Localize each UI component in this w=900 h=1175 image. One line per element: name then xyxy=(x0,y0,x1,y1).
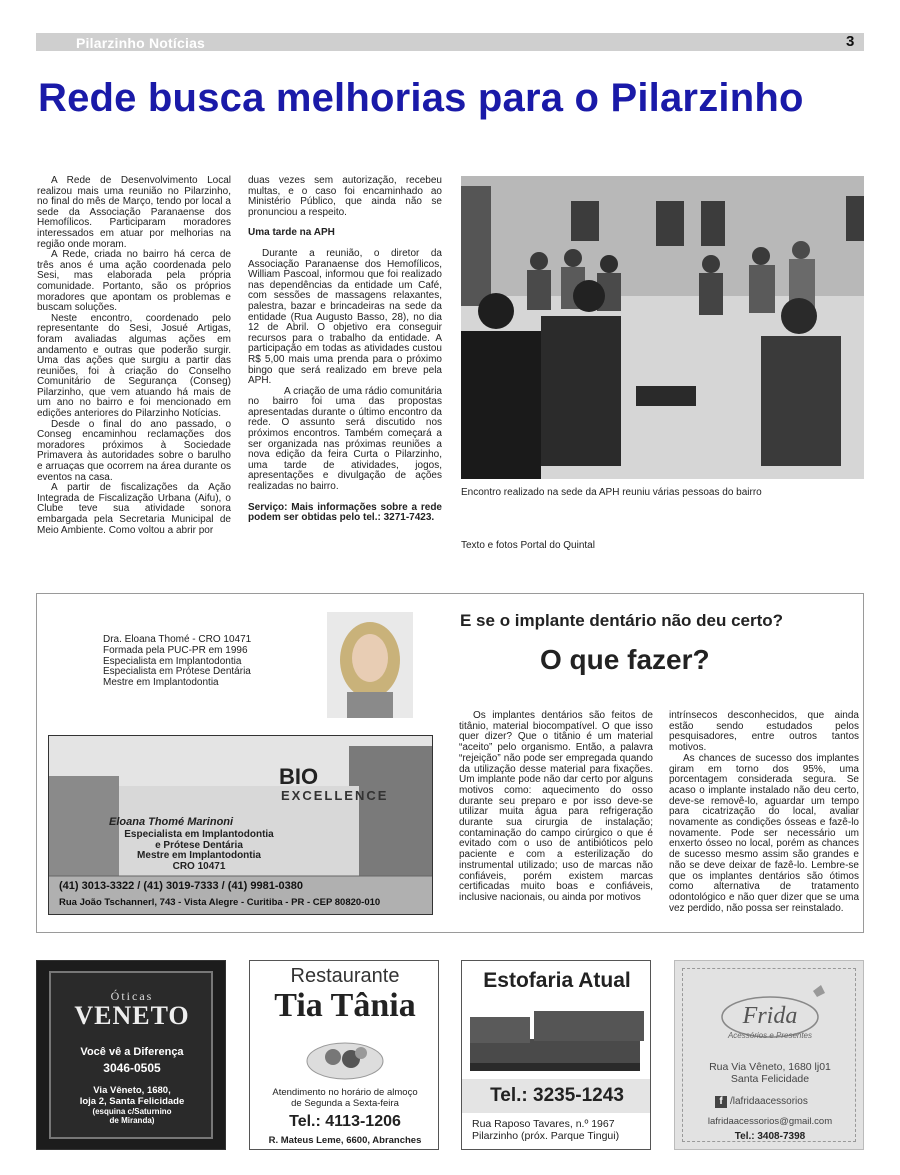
credential-line: Formada pela PUC-PR em 1996 xyxy=(103,644,248,656)
clinic-photo xyxy=(48,735,433,915)
restaurante-hours xyxy=(250,1087,439,1109)
frida-facebook[interactable]: /lafridaacessorios xyxy=(730,1096,808,1107)
sofa-icon xyxy=(464,999,650,1081)
clinic-brand-sub: EXCELLENCE xyxy=(281,788,389,803)
oticas-address xyxy=(37,1085,226,1125)
ad-estofaria xyxy=(461,960,651,1150)
clinic-line: e Prótese Dentária xyxy=(155,839,243,851)
restaurante-hours-line: Atendimento no horário de almoço xyxy=(272,1087,418,1098)
paragraph: Durante a reunião, o diretor da Associação Paranaense dos Hemofílicos, William Pascoal, informou que foi realizado nas dependências da entidade um Café, com sessões de massagens relaxantes, palestra, bazar e brincadeiras na sede da entidade (Rua Augusto Basso, 28), no dia 12 de Abril. O objetivo era conseguir recursos para o trabalho da entidade. A participação em todas as atividades custou R$ 5,00 mais uma prenda para o próximo bingo que será realizado em breve pela APH. xyxy=(248,247,442,387)
doctor-portrait xyxy=(327,612,413,718)
credential-line: Especialista em Prótese Dentária xyxy=(103,666,251,678)
paragraph: A partir de fiscalizações da Ação Integrada de Fiscalização Urbana (Aifu), o Clube teve sua atividade sonora embargada pela Secretaria Municipal de Meio Ambiente. Como voltou a abrir por xyxy=(37,482,231,536)
paragraph: As chances de sucesso dos implantes giram em torno dos 95%, uma porcentagem considerada segura. Se acaso o implante instalado não deu certo, deve-se removê-lo, aguardar um tempo para cicatrização do local, avaliar novamente as condições ósseas e fazê-lo novamente. Pode ser necessário um enxerto ósseo no local, porém as chances de sucesso mesmo assim são grandes e não se deve deixar de fazê-lo. Lembre-se que os implantes dentários são ótimos como alternativa de tratamento odontológico e não quer dizer que se uma vez perdido, não possa ser reinstalado. xyxy=(669,752,859,914)
restaurante-phone: Tel.: 4113-1206 xyxy=(289,1113,401,1130)
frida-email[interactable]: lafridaacessorios@gmail.com xyxy=(707,1116,833,1127)
clinic-address: Rua João Tschannerl, 743 - Vista Alegre - Curitiba - PR - CEP 80820-010 xyxy=(59,897,381,908)
article-column-2 xyxy=(248,176,442,524)
ad-restaurante xyxy=(249,960,439,1150)
dental-column-2 xyxy=(669,711,859,914)
photo-credit: Texto e fotos Portal do Quintal xyxy=(461,540,595,551)
dental-what-to-do: O que fazer? xyxy=(540,644,710,675)
clinic-credentials xyxy=(104,830,294,872)
photo-caption: Encontro realizado na sede da APH reuniu várias pessoas do bairro xyxy=(461,487,762,498)
restaurante-name: Tia Tânia xyxy=(274,987,416,1024)
clinic-name: Eloana Thomé Marinoni xyxy=(109,816,234,828)
ad-la-frida xyxy=(674,960,864,1150)
frida-address xyxy=(675,1061,864,1085)
service-info: Serviço: Mais informações sobre a rede podem ser obtidas pelo tel.: 3271-7423. xyxy=(248,501,442,524)
clinic-phones: (41) 3013-3322 / (41) 3019-7333 / (41) 9981-0380 xyxy=(59,880,304,892)
paragraph: Neste encontro, coordenado pelo representante do Sesi, Josué Artigas, foram avaliadas algumas ações em andamento e outras que poderão surgir. Uma das ações que surgiu a partir das reuniões, foi à criação do Conselho Comunitário de Segurança (Conseg) Pilarzinho, que vem atuando há mais de um ano no bairro e foi mencionado em edições anteriores do Pilarzinho Notícias. xyxy=(37,312,231,420)
doctor-credentials xyxy=(103,635,251,689)
oticas-top: Óticas xyxy=(110,989,154,1003)
article-column-1 xyxy=(37,176,231,536)
page-number: 3 xyxy=(846,33,855,50)
estofaria-address xyxy=(472,1118,619,1142)
paragraph: A Rede de Desenvolvimento Local realizou mais uma reunião no Pilarzinho, no final do mês de Março, tendo por local a sede da Associação Paranaense dos Hemofílicos. Participaram moradores interessados em atuar por melhorias na região onde moram. xyxy=(37,175,231,250)
headline: Rede busca melhorias para o Pilarzinho xyxy=(38,76,804,120)
section-title: Pilarzinho Notícias xyxy=(76,35,206,51)
estofaria-addr-line: Rua Raposo Tavares, n.º 1967 xyxy=(472,1118,615,1130)
frida-phone: Tel.: 3408-7398 xyxy=(734,1131,806,1142)
estofaria-phone: Tel.: 3235-1243 xyxy=(490,1085,624,1106)
food-plate-icon xyxy=(305,1033,385,1083)
clinic-line: CRO 10471 xyxy=(172,860,226,872)
subheading: Uma tarde na APH xyxy=(248,227,335,239)
clinic-brand: BIO xyxy=(279,764,319,789)
oticas-addr-line: loja 2, Santa Felicidade xyxy=(79,1096,185,1107)
dental-question: E se o implante dentário não deu certo? xyxy=(460,611,784,630)
oticas-addr-line: (esquina c/Saturnino xyxy=(92,1107,172,1116)
oticas-addr-line: Via Vêneto, 1680, xyxy=(93,1085,171,1096)
paragraph: Os implantes dentários são feitos de titânio, material biocompatível. O que isso quer dizer? Que o titânio é um material “aceito” pelo organismo. Então, a palavra “rejeição” não pode ser empregada quando da utilização desse material para fixações. Um implante pode não dar certo por alguns motivos como: aquecimento do osso durante seu preparo e por isso deve-se utilizar muita água para refrigeração durante sua cirurgia de instalação; contaminação do campo cirúrgico o que é evitado com o uso de antibióticos pelo paciente e com a esterilização do instrumental utilizado; uso de marcas não confiáveis, porém existem marcas certificadas muito boas e confiáveis, inclusive nacionais, ou ainda por motivos xyxy=(459,710,653,903)
frida-tagline: Acessórios e Presentes xyxy=(727,1031,813,1040)
paragraph: intrínsecos desconhecidos, que ainda estão sendo estudados pelos pesquisadores, entre outros tantos motivos. xyxy=(669,710,859,754)
clinic-line: Especialista em Implantodontia xyxy=(124,829,274,840)
oticas-slogan: Você vê a Diferença xyxy=(80,1046,184,1058)
meeting-photo xyxy=(461,176,864,479)
oticas-phone: 3046-0505 xyxy=(103,1061,161,1075)
ad-oticas-veneto xyxy=(36,960,226,1150)
paragraph: Desde o final do ano passado, o Conseg encaminhou reclamações dos moradores próximos à Sociedade Primavera às autoridades sobre o barulho e arruaças que ocorrem na área durante os eventos na casa. xyxy=(37,418,231,483)
clinic-line: Mestre em Implantodontia xyxy=(137,850,261,861)
credential-line: Especialista em Implantodontia xyxy=(103,655,242,667)
paragraph: A criação de uma rádio comunitária no bairro foi uma das propostas apresentadas durante o último encontro da rede. O assunto será discutido nos próximos encontros. Também começará a ser organizada nas próximas reuniões a nova edição da feira Curta o Pilarzinho, uma tarde de atividades, jogos, apresentações e divulgação de ações realizadas no bairro. xyxy=(248,385,442,493)
credential-line: Mestre em Implantodontia xyxy=(103,677,219,689)
restaurante-hours-line: de Segunda a Sexta-feira xyxy=(291,1098,399,1109)
frida-addr-line: Santa Felicidade xyxy=(730,1073,810,1085)
dental-column-1 xyxy=(459,711,653,904)
restaurante-label: Restaurante xyxy=(290,965,400,987)
oticas-name: VENETO xyxy=(74,1001,190,1030)
paragraph: A Rede, criada no bairro há cerca de três anos é uma ação coordenada pelo Sesi, mas elaborada pela própria comunidade. Portanto, são os próprios moradores que apontam os problemas e buscam soluções. xyxy=(37,249,231,314)
estofaria-name: Estofaria Atual xyxy=(483,969,631,992)
restaurante-address: R. Mateus Leme, 6600, Abranches xyxy=(268,1135,422,1146)
credential-line: Dra. Eloana Thomé - CRO 10471 xyxy=(103,634,252,645)
frida-name: Frida xyxy=(742,1003,798,1029)
frida-addr-line: Rua Via Vêneto, 1680 lj01 xyxy=(709,1061,831,1073)
oticas-addr-line: de Miranda) xyxy=(109,1116,155,1125)
facebook-icon: f xyxy=(715,1096,727,1108)
paragraph: duas vezes sem autorização, recebeu multas, e o caso foi encaminhado ao Ministério Público, que ainda não se pronunciou a respeito. xyxy=(248,175,442,218)
estofaria-addr-line: Pilarzinho (próx. Parque Tingui) xyxy=(472,1130,620,1142)
